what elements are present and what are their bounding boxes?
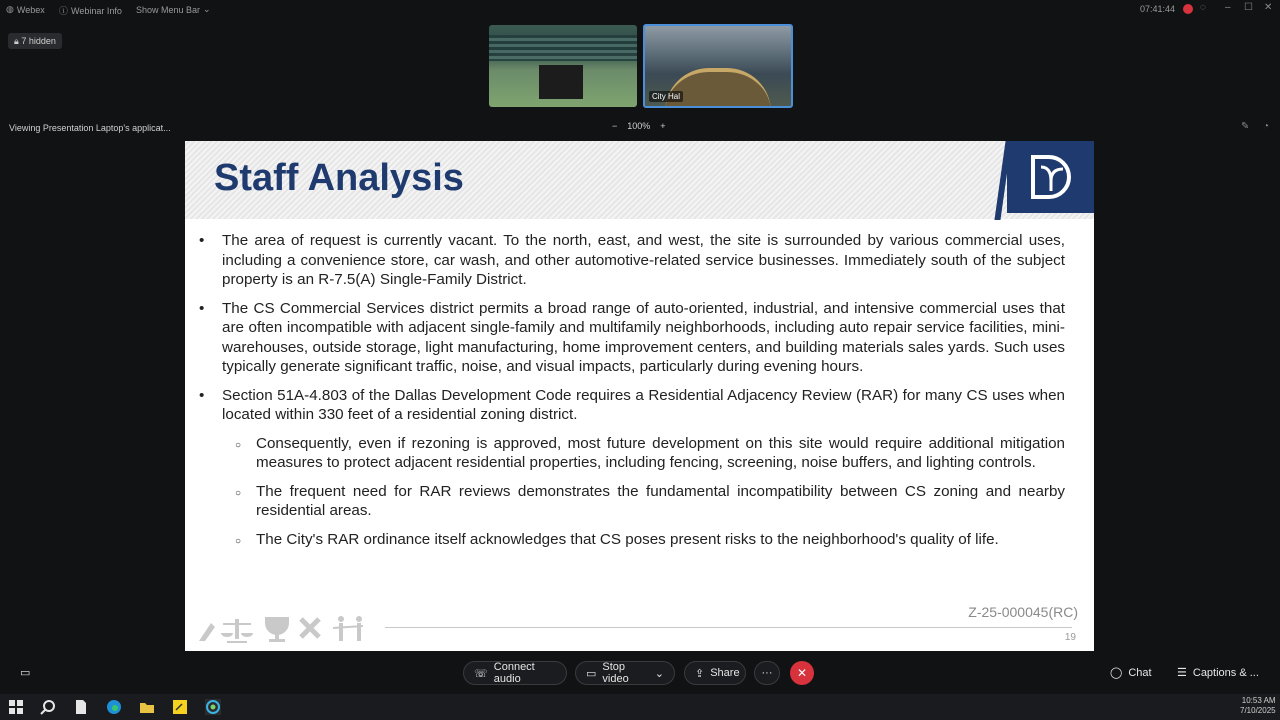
zoom-in-button[interactable]: +: [660, 121, 666, 131]
maximize-icon[interactable]: ☐: [1244, 2, 1253, 13]
chat-button[interactable]: [1110, 666, 1152, 679]
webex-menu-label: Webex: [16, 4, 45, 15]
webex-menu[interactable]: [6, 4, 45, 15]
chevron-down-icon[interactable]: ⌄: [654, 667, 664, 680]
zoom-out-button[interactable]: −: [612, 121, 618, 131]
clock-date: 7/10/2025: [1240, 706, 1276, 715]
stop-video-label: Stop video: [602, 661, 629, 685]
bullet-item: • The area of request is currently vacant. To the north, east, and west, the site is surrounded by various commercial uses, including a convenience store, car wash, and other automotive-related service businesses. Immediately south of the subject property is an R-7.5(A) Single-Family District.: [199, 231, 1065, 290]
lock-icon: 🔒︎: [14, 36, 19, 46]
search-icon[interactable]: [40, 699, 56, 715]
close-icon[interactable]: ✕: [1264, 2, 1273, 13]
share-label: Share: [710, 667, 740, 679]
footer-divider: [385, 627, 1072, 628]
captions-button[interactable]: [1177, 666, 1259, 679]
connect-audio-button[interactable]: [463, 661, 567, 685]
leave-meeting-button[interactable]: [790, 661, 814, 685]
meeting-time: 07:41:44: [1140, 4, 1176, 14]
sub-bullet-item: ○ The frequent need for RAR reviews demonstrates the fundamental incompatibility between CS zoning and nearby residential areas.: [199, 482, 1065, 521]
hidden-count: 7 hidden: [21, 36, 56, 46]
more-icon: ···: [761, 667, 773, 679]
thumbnail-label: City Hal: [649, 91, 683, 102]
annotate-icon[interactable]: ✎: [1241, 121, 1250, 132]
viewing-presentation-label: Viewing Presentation Laptop's applicat...: [9, 123, 171, 133]
webex-logo-icon: ◍: [6, 4, 14, 14]
chevron-down-icon: ⌄: [203, 4, 211, 14]
hidden-participants-button[interactable]: [8, 33, 62, 49]
sticky-notes-icon[interactable]: [172, 699, 188, 715]
audience-seats: [489, 35, 637, 61]
video-camera-icon: ▭: [586, 667, 597, 680]
close-icon: ✕: [796, 666, 808, 680]
slide-page-number: 19: [1064, 632, 1076, 643]
view-options-icon[interactable]: ◔: [1263, 121, 1270, 132]
sub-bullet-item: ○ The City's RAR ordinance itself acknowledges that CS poses present risks to the neighborhood's quality of life.: [199, 530, 1065, 550]
folder-icon[interactable]: [139, 699, 155, 715]
audio-icon: ☏: [474, 667, 488, 680]
edge-browser-icon[interactable]: [106, 699, 122, 715]
chat-icon: ◯: [1110, 667, 1123, 679]
zoom-controls: [612, 121, 666, 131]
council-dais: [665, 68, 771, 108]
webinar-info-menu[interactable]: [59, 4, 122, 17]
share-icon: ⇪: [695, 667, 705, 680]
more-options-button[interactable]: [754, 661, 780, 685]
bullet-item: • The CS Commercial Services district permits a broad range of auto-oriented, industrial, and intensive commercial uses that are often incompatible with adjacent single-family and multifamily neighborhoods, including auto repair service facilities, mini-warehouses, outside storage, light manufacturing, home improvement centers, and building materials sales yards. Such uses typically generate significant traffic, noise, and visual impacts, particularly during evening hours.: [199, 299, 1065, 377]
video-thumbnail-podium[interactable]: [489, 25, 637, 107]
webinar-info-label: Webinar Info: [71, 5, 122, 16]
settings-icon[interactable]: ◌: [1200, 2, 1206, 13]
recording-icon: [1183, 4, 1193, 14]
clock-time: 10:53 AM: [1241, 696, 1276, 705]
chat-label: Chat: [1128, 666, 1152, 679]
shared-presentation-slide: [185, 141, 1094, 651]
app-topbar: [0, 0, 1280, 20]
show-menu-bar-toggle[interactable]: [136, 4, 211, 15]
webex-app-icon[interactable]: [205, 699, 221, 715]
info-icon: ⓘ: [59, 6, 69, 16]
dallas-logo-icon: [1027, 153, 1075, 201]
stop-video-button[interactable]: [575, 661, 675, 685]
video-thumbnail-city-hall[interactable]: [643, 24, 793, 108]
footer-values-icons: [195, 611, 395, 645]
share-button[interactable]: [684, 661, 746, 685]
sub-bullet-item: ○ Consequently, even if rezoning is approved, most future development on this site would require additional mitigation measures to protect adjacent residential properties, including fencing, screening, noise buffers, and lighting controls.: [199, 434, 1065, 473]
dallas-logo: [1007, 141, 1094, 213]
windows-start-icon[interactable]: [8, 699, 24, 715]
layout-button[interactable]: [20, 666, 30, 679]
captions-icon: ☰: [1177, 667, 1187, 679]
windows-taskbar: [0, 694, 1280, 720]
captions-label: Captions & ...: [1192, 666, 1259, 679]
minimize-icon[interactable]: –: [1225, 2, 1231, 13]
bullet-item: • Section 51A-4.803 of the Dallas Development Code requires a Residential Adjacency Review (RAR) for many CS uses when located within 330 feet of a residential zoning district.: [199, 386, 1065, 425]
layout-icon: ▭: [20, 667, 31, 679]
show-menu-bar-label: Show Menu Bar: [136, 4, 201, 15]
podium: [539, 65, 583, 99]
system-clock[interactable]: [1240, 696, 1276, 716]
slide-title: Staff Analysis: [214, 157, 464, 199]
slide-bullet-list: [199, 231, 1065, 558]
zoom-level: 100%: [627, 121, 651, 131]
connect-audio-label: Connect audio: [493, 661, 535, 685]
case-number: Z-25-000045(RC): [968, 604, 1078, 620]
file-icon[interactable]: [73, 699, 89, 715]
